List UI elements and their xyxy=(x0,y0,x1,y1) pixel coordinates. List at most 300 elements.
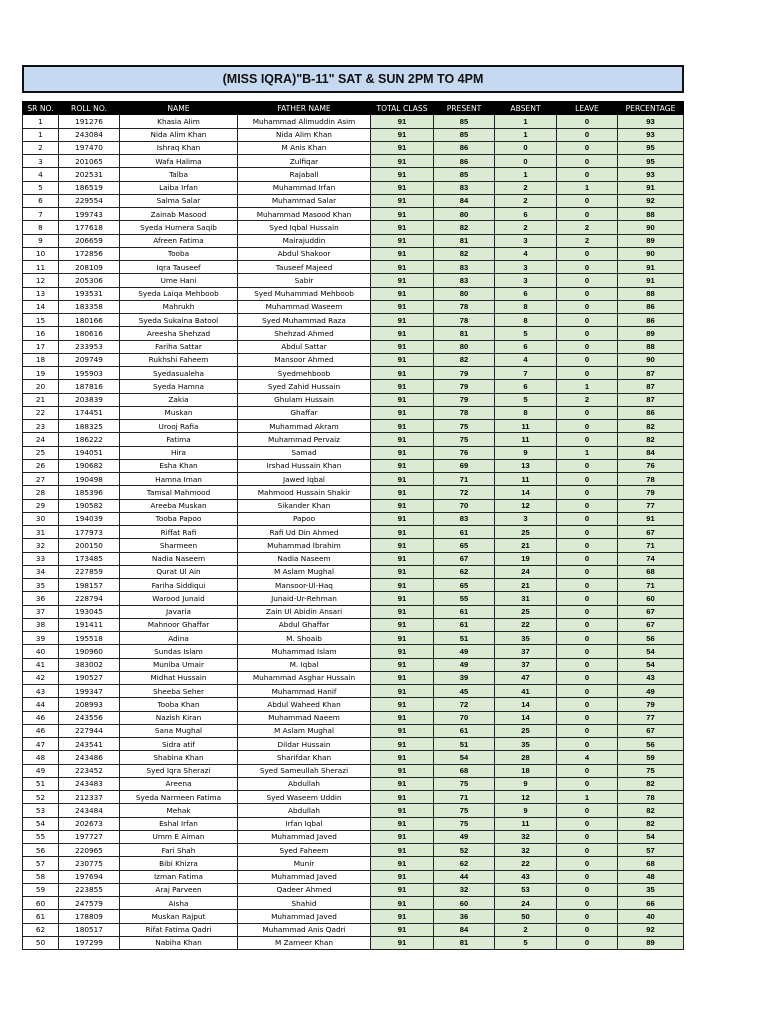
table-row xyxy=(23,512,684,525)
cell-present: 72 xyxy=(434,486,495,499)
cell-student-name: Ume Hani xyxy=(120,274,238,287)
cell-sr-no: 20 xyxy=(23,380,59,393)
cell-absent: 1 xyxy=(495,128,557,141)
cell-present: 82 xyxy=(434,221,495,234)
cell-roll-no: 172856 xyxy=(59,247,120,260)
cell-percentage: 86 xyxy=(618,406,684,419)
cell-percentage: 88 xyxy=(618,340,684,353)
cell-absent: 43 xyxy=(495,870,557,883)
cell-sr-no: 30 xyxy=(23,512,59,525)
cell-student-name: Talba xyxy=(120,168,238,181)
cell-leave: 0 xyxy=(557,327,618,340)
cell-sr-no: 37 xyxy=(23,605,59,618)
cell-percentage: 91 xyxy=(618,181,684,194)
cell-percentage: 77 xyxy=(618,499,684,512)
table-row xyxy=(23,817,684,830)
cell-father-name: Abdullah xyxy=(238,777,371,790)
table-row xyxy=(23,539,684,552)
cell-father-name: Mairajuddin xyxy=(238,234,371,247)
cell-roll-no: 190527 xyxy=(59,671,120,684)
cell-absent: 32 xyxy=(495,844,557,857)
cell-father-name: Zulfiqar xyxy=(238,155,371,168)
table-row xyxy=(23,632,684,645)
cell-student-name: Nida Alim Khan xyxy=(120,128,238,141)
cell-absent: 41 xyxy=(495,685,557,698)
cell-roll-no: 220965 xyxy=(59,844,120,857)
cell-father-name: Syed Muhammad Mehboob xyxy=(238,287,371,300)
cell-percentage: 54 xyxy=(618,658,684,671)
cell-sr-no: 26 xyxy=(23,459,59,472)
table-row xyxy=(23,314,684,327)
cell-student-name: Syedasualeha xyxy=(120,367,238,380)
cell-sr-no: 57 xyxy=(23,857,59,870)
cell-roll-no: 243541 xyxy=(59,738,120,751)
cell-leave: 0 xyxy=(557,340,618,353)
cell-present: 51 xyxy=(434,632,495,645)
cell-absent: 25 xyxy=(495,605,557,618)
cell-leave: 0 xyxy=(557,618,618,631)
cell-percentage: 79 xyxy=(618,698,684,711)
table-row xyxy=(23,830,684,843)
table-row xyxy=(23,446,684,459)
cell-roll-no: 202531 xyxy=(59,168,120,181)
cell-total-class: 91 xyxy=(371,353,434,366)
cell-leave: 0 xyxy=(557,671,618,684)
cell-percentage: 56 xyxy=(618,738,684,751)
cell-total-class: 91 xyxy=(371,897,434,910)
cell-percentage: 89 xyxy=(618,234,684,247)
cell-sr-no: 42 xyxy=(23,671,59,684)
cell-present: 79 xyxy=(434,367,495,380)
cell-present: 61 xyxy=(434,618,495,631)
table-row xyxy=(23,738,684,751)
cell-sr-no: 2 xyxy=(23,141,59,154)
cell-student-name: Rifat Fatima Qadri xyxy=(120,923,238,936)
table-row xyxy=(23,327,684,340)
cell-leave: 0 xyxy=(557,128,618,141)
cell-father-name: M Aslam Mughal xyxy=(238,565,371,578)
cell-total-class: 91 xyxy=(371,247,434,260)
table-row xyxy=(23,645,684,658)
cell-present: 36 xyxy=(434,910,495,923)
cell-absent: 4 xyxy=(495,353,557,366)
cell-percentage: 84 xyxy=(618,446,684,459)
cell-total-class: 91 xyxy=(371,592,434,605)
cell-percentage: 82 xyxy=(618,817,684,830)
cell-total-class: 91 xyxy=(371,512,434,525)
cell-roll-no: 206659 xyxy=(59,234,120,247)
cell-roll-no: 180517 xyxy=(59,923,120,936)
table-row xyxy=(23,579,684,592)
cell-present: 51 xyxy=(434,738,495,751)
cell-student-name: Ishraq Khan xyxy=(120,141,238,154)
cell-total-class: 91 xyxy=(371,685,434,698)
cell-student-name: Muniba Umair xyxy=(120,658,238,671)
cell-total-class: 91 xyxy=(371,658,434,671)
cell-percentage: 82 xyxy=(618,433,684,446)
cell-present: 75 xyxy=(434,777,495,790)
cell-absent: 2 xyxy=(495,221,557,234)
table-row xyxy=(23,592,684,605)
cell-total-class: 91 xyxy=(371,327,434,340)
cell-total-class: 91 xyxy=(371,605,434,618)
cell-total-class: 91 xyxy=(371,459,434,472)
cell-student-name: Umm E Aiman xyxy=(120,830,238,843)
table-row xyxy=(23,764,684,777)
cell-present: 75 xyxy=(434,817,495,830)
cell-total-class: 91 xyxy=(371,711,434,724)
cell-present: 75 xyxy=(434,804,495,817)
cell-leave: 0 xyxy=(557,844,618,857)
cell-percentage: 40 xyxy=(618,910,684,923)
cell-roll-no: 197299 xyxy=(59,936,120,949)
cell-sr-no: 17 xyxy=(23,340,59,353)
cell-father-name: Ghulam Hussain xyxy=(238,393,371,406)
cell-roll-no: 190682 xyxy=(59,459,120,472)
cell-student-name: Zakia xyxy=(120,393,238,406)
cell-leave: 0 xyxy=(557,565,618,578)
cell-present: 65 xyxy=(434,539,495,552)
cell-total-class: 91 xyxy=(371,274,434,287)
cell-leave: 0 xyxy=(557,658,618,671)
cell-total-class: 91 xyxy=(371,446,434,459)
cell-father-name: Muhammad Irfan xyxy=(238,181,371,194)
table-row xyxy=(23,367,684,380)
cell-present: 45 xyxy=(434,685,495,698)
cell-absent: 0 xyxy=(495,155,557,168)
table-row xyxy=(23,724,684,737)
cell-leave: 0 xyxy=(557,685,618,698)
cell-student-name: Mehak xyxy=(120,804,238,817)
cell-present: 78 xyxy=(434,314,495,327)
table-row xyxy=(23,791,684,804)
table-row xyxy=(23,115,684,128)
cell-total-class: 91 xyxy=(371,367,434,380)
cell-student-name: Tooba Khan xyxy=(120,698,238,711)
cell-leave: 0 xyxy=(557,287,618,300)
cell-student-name: Syeda Laiqa Mehboob xyxy=(120,287,238,300)
cell-leave: 0 xyxy=(557,923,618,936)
cell-sr-no: 59 xyxy=(23,883,59,896)
cell-sr-no: 25 xyxy=(23,446,59,459)
cell-percentage: 56 xyxy=(618,632,684,645)
cell-sr-no: 19 xyxy=(23,367,59,380)
cell-roll-no: 227859 xyxy=(59,565,120,578)
cell-student-name: Syeda Sukaina Batool xyxy=(120,314,238,327)
cell-student-name: Rukhshi Faheem xyxy=(120,353,238,366)
cell-roll-no: 223452 xyxy=(59,764,120,777)
table-row xyxy=(23,340,684,353)
cell-leave: 0 xyxy=(557,817,618,830)
cell-leave: 0 xyxy=(557,579,618,592)
cell-percentage: 67 xyxy=(618,618,684,631)
cell-percentage: 79 xyxy=(618,486,684,499)
cell-total-class: 91 xyxy=(371,830,434,843)
table-row xyxy=(23,155,684,168)
cell-student-name: Sana Mughal xyxy=(120,724,238,737)
cell-roll-no: 177618 xyxy=(59,221,120,234)
cell-sr-no: 15 xyxy=(23,314,59,327)
cell-roll-no: 178809 xyxy=(59,910,120,923)
cell-percentage: 95 xyxy=(618,155,684,168)
table-row xyxy=(23,698,684,711)
cell-total-class: 91 xyxy=(371,632,434,645)
cell-sr-no: 62 xyxy=(23,923,59,936)
cell-leave: 0 xyxy=(557,459,618,472)
cell-present: 69 xyxy=(434,459,495,472)
cell-father-name: Nida Alim Khan xyxy=(238,128,371,141)
cell-present: 80 xyxy=(434,287,495,300)
cell-present: 85 xyxy=(434,168,495,181)
cell-percentage: 87 xyxy=(618,367,684,380)
cell-student-name: Areeba Muskan xyxy=(120,499,238,512)
cell-percentage: 49 xyxy=(618,685,684,698)
cell-father-name: Irshad Hussain Khan xyxy=(238,459,371,472)
cell-present: 49 xyxy=(434,830,495,843)
cell-father-name: Junaid-Ur-Rehman xyxy=(238,592,371,605)
cell-absent: 19 xyxy=(495,552,557,565)
cell-percentage: 57 xyxy=(618,844,684,857)
cell-sr-no: 56 xyxy=(23,844,59,857)
cell-absent: 53 xyxy=(495,883,557,896)
cell-total-class: 91 xyxy=(371,764,434,777)
cell-sr-no: 5 xyxy=(23,181,59,194)
cell-father-name: Abdul Sattar xyxy=(238,340,371,353)
cell-absent: 1 xyxy=(495,115,557,128)
cell-student-name: Urooj Rafia xyxy=(120,420,238,433)
cell-present: 67 xyxy=(434,552,495,565)
cell-father-name: Abdul Shakoor xyxy=(238,247,371,260)
cell-present: 83 xyxy=(434,512,495,525)
cell-present: 71 xyxy=(434,791,495,804)
cell-sr-no: 11 xyxy=(23,261,59,274)
cell-absent: 2 xyxy=(495,923,557,936)
cell-student-name: Areena xyxy=(120,777,238,790)
cell-student-name: Sidra atif xyxy=(120,738,238,751)
cell-present: 79 xyxy=(434,380,495,393)
cell-student-name: Mahnoor Ghaffar xyxy=(120,618,238,631)
table-row xyxy=(23,910,684,923)
cell-father-name: Muhammad Javed xyxy=(238,830,371,843)
cell-sr-no: 4 xyxy=(23,168,59,181)
cell-present: 84 xyxy=(434,194,495,207)
cell-roll-no: 229554 xyxy=(59,194,120,207)
cell-roll-no: 199347 xyxy=(59,685,120,698)
cell-student-name: Tooba xyxy=(120,247,238,260)
cell-total-class: 91 xyxy=(371,526,434,539)
cell-leave: 0 xyxy=(557,870,618,883)
attendance-table xyxy=(22,101,684,950)
cell-student-name: Afreen Fatima xyxy=(120,234,238,247)
cell-father-name: Mahmood Hussain Shakir xyxy=(238,486,371,499)
cell-father-name: Muhammad Islam xyxy=(238,645,371,658)
cell-total-class: 91 xyxy=(371,380,434,393)
cell-total-class: 91 xyxy=(371,473,434,486)
cell-present: 86 xyxy=(434,155,495,168)
col-header-name: NAME xyxy=(120,102,238,115)
cell-student-name: Esha Khan xyxy=(120,459,238,472)
cell-absent: 11 xyxy=(495,817,557,830)
cell-present: 54 xyxy=(434,751,495,764)
cell-percentage: 68 xyxy=(618,565,684,578)
cell-percentage: 89 xyxy=(618,936,684,949)
table-row xyxy=(23,897,684,910)
cell-absent: 13 xyxy=(495,459,557,472)
cell-father-name: M. Iqbal xyxy=(238,658,371,671)
cell-absent: 6 xyxy=(495,340,557,353)
cell-total-class: 91 xyxy=(371,565,434,578)
table-row xyxy=(23,128,684,141)
table-row xyxy=(23,353,684,366)
cell-sr-no: 10 xyxy=(23,247,59,260)
cell-percentage: 87 xyxy=(618,380,684,393)
col-header-present: PRESENT xyxy=(434,102,495,115)
cell-father-name: Muhammad Asghar Hussain xyxy=(238,671,371,684)
cell-percentage: 78 xyxy=(618,473,684,486)
table-row xyxy=(23,605,684,618)
cell-present: 44 xyxy=(434,870,495,883)
cell-father-name: Mansoor Ahmed xyxy=(238,353,371,366)
cell-father-name: Abdul Ghaffar xyxy=(238,618,371,631)
cell-present: 65 xyxy=(434,579,495,592)
cell-roll-no: 209749 xyxy=(59,353,120,366)
cell-absent: 6 xyxy=(495,208,557,221)
cell-leave: 0 xyxy=(557,645,618,658)
cell-absent: 12 xyxy=(495,499,557,512)
cell-total-class: 91 xyxy=(371,777,434,790)
table-row xyxy=(23,526,684,539)
cell-present: 78 xyxy=(434,300,495,313)
cell-absent: 24 xyxy=(495,897,557,910)
cell-father-name: M Zameer Khan xyxy=(238,936,371,949)
cell-total-class: 91 xyxy=(371,261,434,274)
cell-student-name: Riffat Rafi xyxy=(120,526,238,539)
cell-leave: 0 xyxy=(557,208,618,221)
cell-sr-no: 47 xyxy=(23,738,59,751)
table-row xyxy=(23,420,684,433)
cell-sr-no: 43 xyxy=(23,685,59,698)
cell-absent: 11 xyxy=(495,433,557,446)
cell-total-class: 91 xyxy=(371,817,434,830)
cell-father-name: Tauseef Majeed xyxy=(238,261,371,274)
cell-present: 61 xyxy=(434,605,495,618)
cell-percentage: 82 xyxy=(618,420,684,433)
cell-student-name: Qurat Ul Ain xyxy=(120,565,238,578)
cell-present: 62 xyxy=(434,565,495,578)
cell-present: 81 xyxy=(434,234,495,247)
cell-percentage: 71 xyxy=(618,539,684,552)
table-row xyxy=(23,552,684,565)
table-row xyxy=(23,883,684,896)
cell-father-name: Muhammad Anis Qadri xyxy=(238,923,371,936)
cell-sr-no: 51 xyxy=(23,777,59,790)
cell-absent: 35 xyxy=(495,738,557,751)
cell-leave: 0 xyxy=(557,883,618,896)
cell-total-class: 91 xyxy=(371,234,434,247)
table-row xyxy=(23,247,684,260)
cell-percentage: 48 xyxy=(618,870,684,883)
cell-roll-no: 247579 xyxy=(59,897,120,910)
table-row xyxy=(23,671,684,684)
cell-leave: 0 xyxy=(557,499,618,512)
cell-sr-no: 46 xyxy=(23,711,59,724)
cell-leave: 0 xyxy=(557,433,618,446)
cell-percentage: 86 xyxy=(618,300,684,313)
cell-percentage: 54 xyxy=(618,830,684,843)
table-row xyxy=(23,618,684,631)
cell-present: 81 xyxy=(434,327,495,340)
cell-father-name: Syedmehboob xyxy=(238,367,371,380)
cell-absent: 50 xyxy=(495,910,557,923)
cell-roll-no: 190498 xyxy=(59,473,120,486)
cell-total-class: 91 xyxy=(371,751,434,764)
cell-leave: 0 xyxy=(557,420,618,433)
cell-absent: 18 xyxy=(495,764,557,777)
cell-sr-no: 49 xyxy=(23,764,59,777)
cell-percentage: 89 xyxy=(618,327,684,340)
table-row xyxy=(23,274,684,287)
cell-student-name: Warood Junaid xyxy=(120,592,238,605)
cell-student-name: Adina xyxy=(120,632,238,645)
cell-sr-no: 32 xyxy=(23,539,59,552)
cell-roll-no: 193531 xyxy=(59,287,120,300)
cell-father-name: Muhammad Waseem xyxy=(238,300,371,313)
cell-father-name: Irfan Iqbal xyxy=(238,817,371,830)
cell-father-name: Muhammad Ibrahim xyxy=(238,539,371,552)
cell-student-name: Fariha Sattar xyxy=(120,340,238,353)
cell-percentage: 71 xyxy=(618,579,684,592)
col-header-percentage: PERCENTAGE xyxy=(618,102,684,115)
cell-student-name: Fari Shah xyxy=(120,844,238,857)
cell-roll-no: 191411 xyxy=(59,618,120,631)
table-row xyxy=(23,685,684,698)
table-row xyxy=(23,300,684,313)
table-row xyxy=(23,208,684,221)
cell-leave: 0 xyxy=(557,910,618,923)
cell-percentage: 87 xyxy=(618,393,684,406)
cell-leave: 0 xyxy=(557,115,618,128)
cell-total-class: 91 xyxy=(371,420,434,433)
cell-sr-no: 29 xyxy=(23,499,59,512)
cell-student-name: Eshal Irfan xyxy=(120,817,238,830)
cell-roll-no: 174451 xyxy=(59,406,120,419)
cell-roll-no: 208109 xyxy=(59,261,120,274)
cell-absent: 12 xyxy=(495,791,557,804)
cell-leave: 0 xyxy=(557,353,618,366)
cell-percentage: 93 xyxy=(618,128,684,141)
cell-roll-no: 186519 xyxy=(59,181,120,194)
cell-father-name: Syed Zahid Hussain xyxy=(238,380,371,393)
cell-leave: 0 xyxy=(557,300,618,313)
cell-present: 62 xyxy=(434,857,495,870)
cell-roll-no: 187816 xyxy=(59,380,120,393)
cell-present: 49 xyxy=(434,645,495,658)
cell-present: 70 xyxy=(434,711,495,724)
table-row xyxy=(23,459,684,472)
cell-father-name: Muhammad Akram xyxy=(238,420,371,433)
cell-percentage: 90 xyxy=(618,247,684,260)
cell-student-name: Bibi Khizra xyxy=(120,857,238,870)
cell-father-name: Samad xyxy=(238,446,371,459)
cell-father-name: Ghaffar xyxy=(238,406,371,419)
cell-present: 82 xyxy=(434,353,495,366)
cell-student-name: Laiba Irfan xyxy=(120,181,238,194)
cell-sr-no: 14 xyxy=(23,300,59,313)
cell-leave: 0 xyxy=(557,539,618,552)
cell-absent: 31 xyxy=(495,592,557,605)
cell-student-name: Iqra Tauseef xyxy=(120,261,238,274)
cell-total-class: 91 xyxy=(371,314,434,327)
